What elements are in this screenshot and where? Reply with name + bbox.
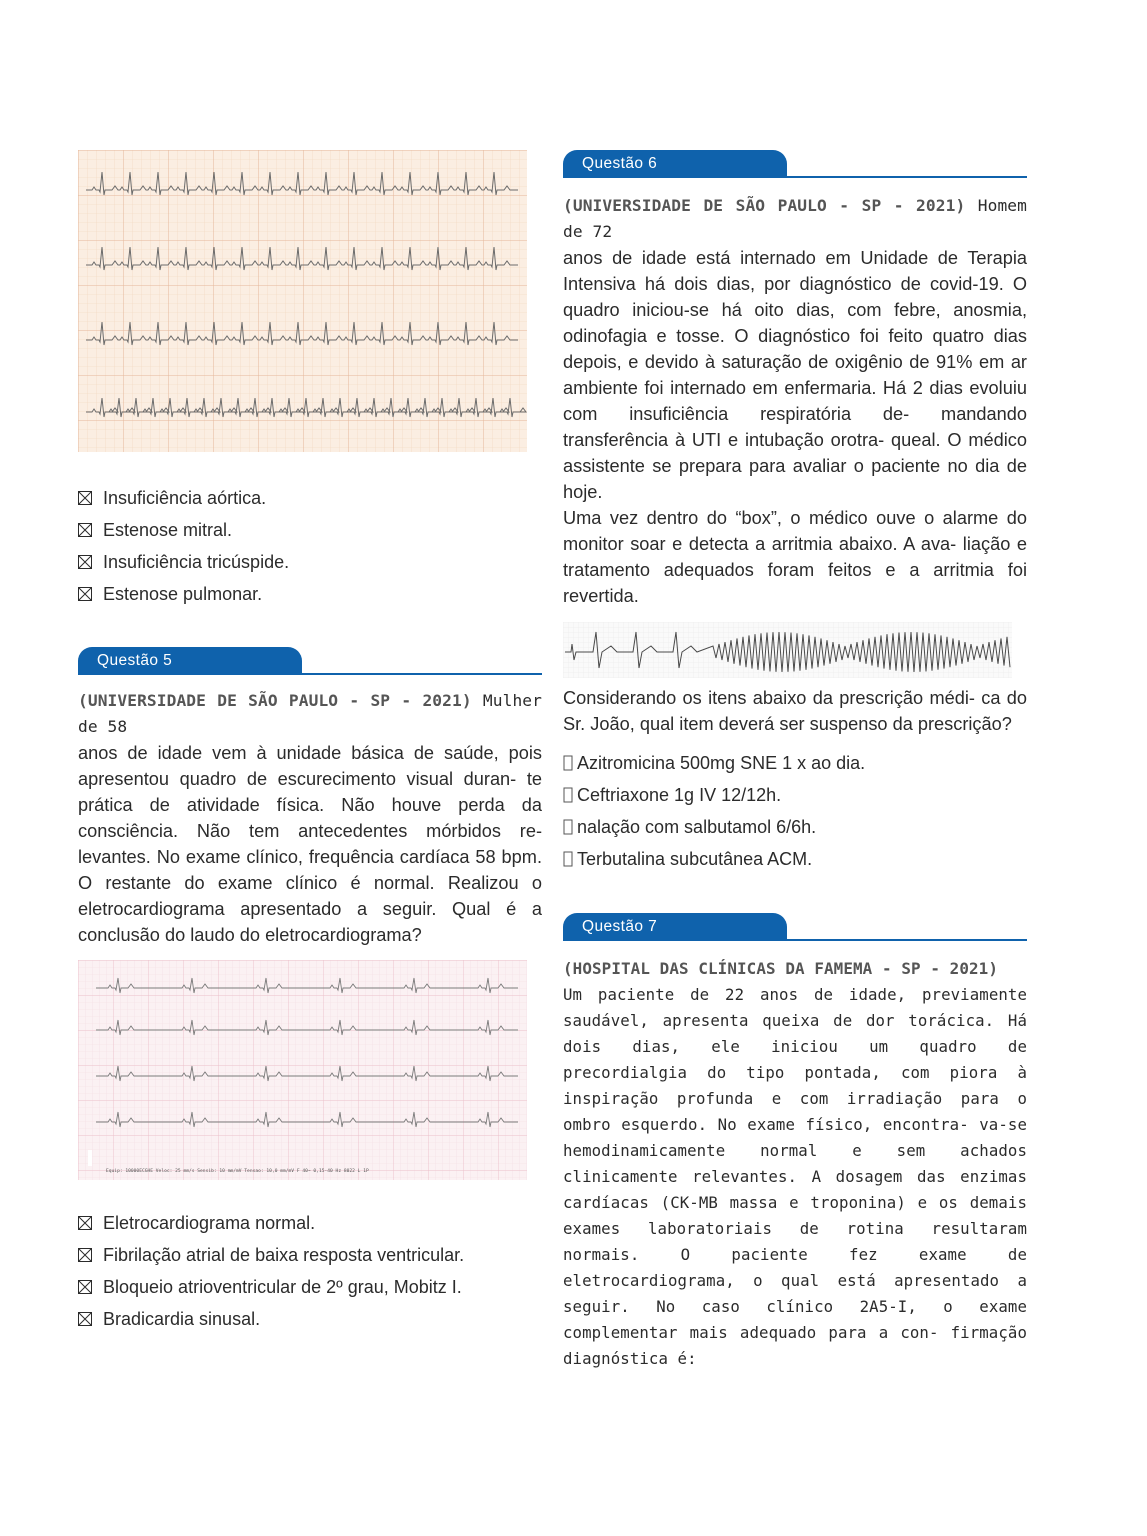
question-7-source: (HOSPITAL DAS CLÍNICAS DA FAMEMA - SP - 2021): [563, 959, 999, 978]
missing-glyph-icon: [563, 819, 573, 835]
q6-options: [563, 747, 1027, 875]
option-text: nalação com salbutamol 6/6h.: [577, 817, 817, 837]
crossed-box-icon: [78, 555, 92, 569]
missing-glyph-icon: [563, 755, 573, 771]
question-6-second-line: de 72: [563, 222, 613, 241]
question-5-source-line: [78, 688, 542, 714]
left-column: [78, 150, 542, 1335]
ecg-image-q5: [78, 960, 527, 1180]
question-5-rule: [78, 673, 542, 675]
q4-options: [78, 482, 542, 610]
option-text: Bloqueio atrioventricular de 2º grau, Mobitz I.: [103, 1277, 462, 1297]
right-column: [563, 150, 1027, 1372]
ecg-footer-text: Equip: 10000ECGHE Veloc: 25 mm/s Sensib: 10 mm/mV Tensao: 10,0 mm/mV F 40~ 0,15-40 Hz 8022 L 1P: [106, 1169, 369, 1174]
question-5-source: (UNIVERSIDADE DE SÃO PAULO - SP - 2021): [78, 691, 472, 710]
option-text: Bradicardia sinusal.: [103, 1309, 261, 1329]
ecg-image-q4: [78, 150, 527, 452]
option-text: Insuficiência tricúspide.: [103, 552, 290, 572]
question-7-rule: [563, 939, 1027, 941]
option-text: Estenose mitral.: [103, 520, 233, 540]
question-5-body: anos de idade vem à unidade básica de saúde, pois apresentou quadro de escurecimento visual duran- te prática de atividade física. Não houve perda da consciência. Não tem antecedentes mórbidos re- levantes. No exame clínico, frequência cardíaca 58 bpm. O restante do exame clínico é normal. Realizou o eletrocardiograma apresentado a seguir. Qual é a conclusão do laudo do eletrocardiograma?: [78, 743, 542, 945]
crossed-box-icon: [78, 1312, 92, 1326]
question-6-tab: Questão 6: [563, 150, 787, 177]
ecg-tracing-q5: [78, 960, 527, 1180]
question-6-header: [563, 150, 1027, 180]
option-text: Insuficiência aórtica.: [103, 488, 267, 508]
question-6-source: (UNIVERSIDADE DE SÃO PAULO - SP - 2021): [563, 196, 966, 215]
option-item[interactable]: [563, 747, 1027, 779]
missing-glyph-icon: [563, 851, 573, 867]
question-6-rule: [563, 176, 1027, 178]
option-item[interactable]: [78, 1239, 542, 1271]
question-5-header: [78, 647, 542, 677]
option-item[interactable]: [78, 578, 542, 610]
question-6-source-line: [563, 193, 1027, 219]
question-5-statement: [78, 688, 542, 948]
option-item[interactable]: [563, 843, 1027, 875]
option-item[interactable]: [78, 514, 542, 546]
question-7-header: [563, 913, 1027, 943]
question-7-statement: [563, 956, 1027, 1372]
question-6-body-3: Considerando os itens abaixo da prescrição médi- ca do Sr. João, qual item deverá ser suspenso da prescrição?: [563, 688, 1027, 734]
question-7-body: Um paciente de 22 anos de idade, previamente saudável, apresenta queixa de dor torácica. Há dois dias, ele iniciou um quadro de precordialgia do tipo pontada, com piora à inspiração profunda e com irradiação para o ombro esquerdo. No exame físico, encontra- va-se hemodinamicamente normal e sem achados clinicamente relevantes. A dosagem das enzimas cardíacas (CK-MB massa e troponina) e os demais exames laboratoriais de rotina resultaram normais. O paciente fez exame de eletrocardiograma, o qual está apresentado a seguir. No caso clínico 2A5-I, o exame complementar mais adequado para a con- firmação diagnóstica é:: [563, 985, 1027, 1368]
question-5-second-line: de 58: [78, 717, 128, 736]
rhythm-tracing-q6: [563, 622, 1012, 678]
option-text: Ceftriaxone 1g IV 12/12h.: [577, 785, 782, 805]
crossed-box-icon: [78, 491, 92, 505]
question-6-statement: [563, 193, 1027, 609]
option-item[interactable]: [78, 546, 542, 578]
missing-glyph-icon: [563, 787, 573, 803]
option-text: Terbutalina subcutânea ACM.: [577, 849, 813, 869]
question-5-tab: Questão 5: [78, 647, 302, 674]
question-6-body: anos de idade está internado em Unidade de Terapia Intensiva há dois dias, por diagnóstico de covid-19. O quadro iniciou-se há oito dias, com febre, anosmia, odinofagia e tosse. O diagnóstico foi feito quatro dias depois, e devido à saturação de oxigênio de 91% em ar ambiente foi internado em enfermaria. Há 2 dias evoluiu com insuficiência respiratória de- mandando transferência à UTI e intubação orotra- queal. O médico assistente se prepara para avaliar o paciente no dia de hoje.: [563, 248, 1027, 502]
option-text: Estenose pulmonar.: [103, 584, 263, 604]
ecg-tracing-q4: [78, 150, 527, 452]
crossed-box-icon: [78, 1280, 92, 1294]
option-text: Fibrilação atrial de baixa resposta ventricular.: [103, 1245, 465, 1265]
option-item[interactable]: [563, 811, 1027, 843]
question-7-tab: Questão 7: [563, 913, 787, 940]
option-item[interactable]: [78, 1303, 542, 1335]
rhythm-strip-q6: [563, 622, 1012, 678]
question-6-body-2: Uma vez dentro do “box”, o médico ouve o alarme do monitor soar e detecta a arritmia abaixo. A ava- liação e tratamento adequados foram feitos e a arritmia foi revertida.: [563, 508, 1027, 606]
crossed-box-icon: [78, 587, 92, 601]
option-text: Azitromicina 500mg SNE 1 x ao dia.: [577, 753, 866, 773]
question-5-first-word: Mulher: [482, 691, 542, 710]
option-item[interactable]: [563, 779, 1027, 811]
option-item[interactable]: [78, 1271, 542, 1303]
option-item[interactable]: [78, 482, 542, 514]
option-text: Eletrocardiograma normal.: [103, 1213, 316, 1233]
q5-options: [78, 1207, 542, 1335]
crossed-box-icon: [78, 1216, 92, 1230]
option-item[interactable]: [78, 1207, 542, 1239]
crossed-box-icon: [78, 523, 92, 537]
question-6-first-word: Homem: [977, 196, 1027, 215]
crossed-box-icon: [78, 1248, 92, 1262]
